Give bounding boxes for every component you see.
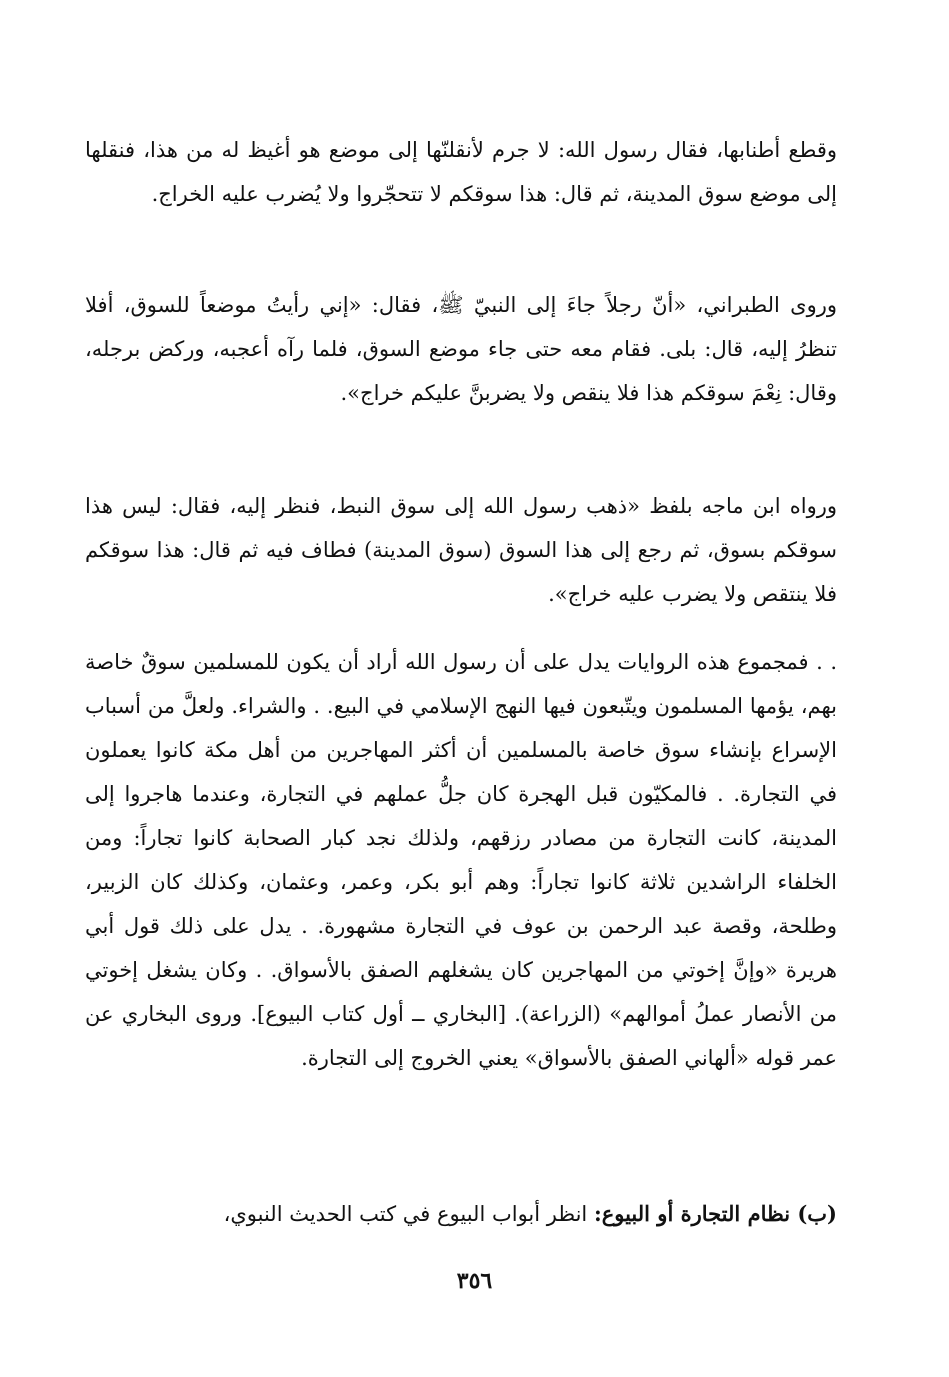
section-b-heading: (ب) نظام التجارة أو البيوع: [593,1201,837,1226]
paragraph-ibn-majah-narration: ورواه ابن ماجه بلفظ «ذهب رسول الله إلى سوق النبط، فنظر إليه، فقال: ليس هذا سوقكم بسوق، ثم رجع إلى هذا السوق (سوق المدينة) فطاف فيه ثم قال: هذا سوقكم فلا ينتقص ولا يضرب عليه خراج». [85,494,837,606]
paragraph-summary-commerce: . . فمجموع هذه الروايات يدل على أن رسول الله أراد أن يكون للمسلمين سوقٌ خاصة بهم، يؤمها المسلمون ويتّبعون فيها النهج الإسلامي في البيع. . والشراء. ولعلَّ من أسباب الإسراع بإنشاء سوق خاصة بالمسلمين أن أكثر المهاجرين من أهل مكة كانوا يعملون في التجارة. . فالمكيّون قبل الهجرة كان جلُّ عملهم في التجارة، وعندما هاجروا إلى المدينة، كانت التجارة من مصادر رزقهم، ولذلك نجد كبار الصحابة كانوا تجاراً: ومن الخلفاء الراشدين ثلاثة كانوا تجاراً: وهم أبو بكر، وعمر، وعثمان، وكذلك كان الزبير، وطلحة، وقصة عبد الرحمن بن عوف في التجارة مشهورة. . يدل على ذلك قول أبي هريرة «وإنَّ إخوتي من المهاجرين كان يشغلهم الصفق بالأسواق. . وكان يشغل إخوتي من الأنصار عملُ أموالهم» (الزراعة). [البخاري ــ أول كتاب البيوع]. وروى البخاري عن عمر قوله «ألهاني الصفق بالأسواق» يعني الخروج إلى التجارة. [85,650,837,1070]
paragraph-tabarani-narration: وروى الطبراني، «أنّ رجلاً جاءَ إلى النبيّ ﷺ، فقال: «إني رأيتُ موضعاً للسوق، أفلا تنظرُ إليه، قال: بلى. فقام معه حتى جاء موضع السوق، فلما رآه أعجبه، وركض برجله، وقال: نِعْمَ سوقكم هذا فلا ينقص ولا يضربنَّ عليكم خراج». [85,293,837,405]
section-b-paragraph [85,1192,837,1236]
page-number: ٣٥٦ [456,1268,493,1294]
paragraph-market-relocation: وقطع أطنابها، فقال رسول الله: لا جرم لأنقلنّها إلى موضع هو أغيظ له من هذا، فنقلها إلى موضع سوق المدينة، ثم قال: هذا سوقكم لا تتحجّروا ولا يُضرب عليه الخراج. [85,138,837,206]
section-b-text: انظر أبواب البيوع في كتب الحديث النبوي، [223,1202,594,1226]
